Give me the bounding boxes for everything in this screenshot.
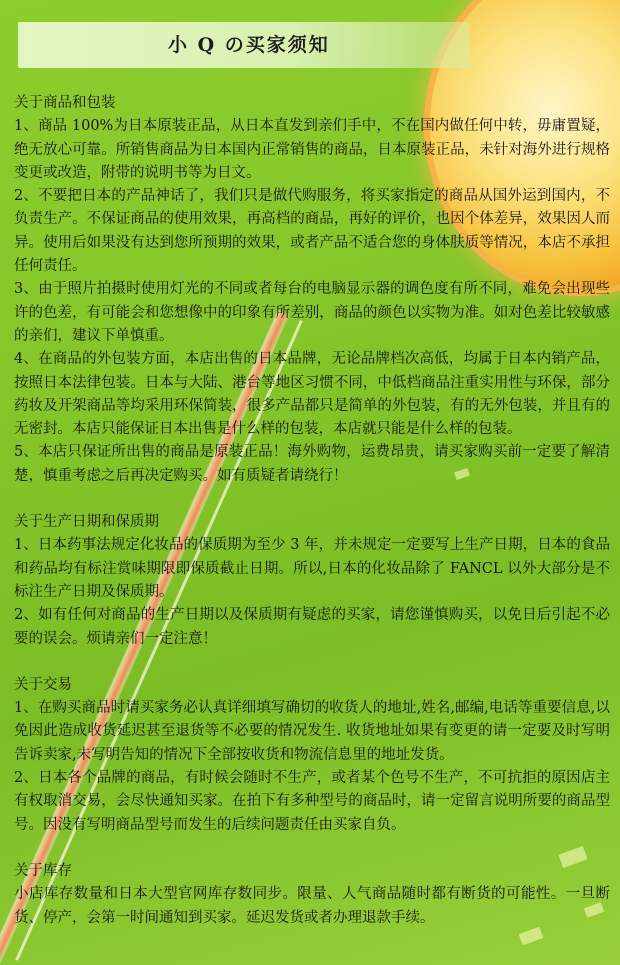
section-heading: 关于交易 — [14, 676, 72, 693]
section-heading: 关于商品和包装 — [14, 95, 116, 111]
section-product-packaging — [14, 92, 610, 488]
paragraph: 4、在商品的外包装方面，本店出售的日本品牌，无论品牌档次高低，均属于日本内销产品，按照日本法律包装。日本与大陆、港台等地区习惯不同，中低档商品注重实用性与环保，部分药妆及开架商品等均采用环保简装，很多产品都只是简单的外包装，有的无外包装，并且有的无密封。本店只能保证日本出售是什么样的包装，本店就只能是什么样的包装。 — [14, 351, 610, 438]
paragraph: 3、由于照片拍摄时使用灯光的不同或者每台的电脑显示器的调色度有所不同，难免会出现些许的色差，有可能会和您想像中的印象有所差别，商品的颜色以实物为准。如对色差比较敏感的亲们，建议下单慎重。 — [14, 281, 610, 344]
paragraph: 1、商品 100%为日本原装正品，从日本直发到亲们手中，不在国内做任何中转，毋庸置疑，绝无放心可靠。所销售商品为日本国内正常销售的商品，日本原装正品，未针对海外进行规格变更或改造，附带的说明书等为日文。 — [14, 118, 610, 181]
page-title: 小 Q の买家须知 — [168, 34, 330, 56]
paragraph: 5、本店只保证所出售的商品是原装正品！海外购物，运费昂贵，请买家购买前一定要了解清楚，慎重考虑之后再决定购买。如有质疑者请绕行！ — [14, 444, 610, 484]
paragraph: 1、日本药事法规定化妆品的保质期为至少 3 年，并未规定一定要写上生产日期，日本的食品和药品均有标注赏味期限即保质截止日期。所以,日本的化妆品除了 FANCL 以外大部分是不标注生产日期及保质期。 — [14, 537, 610, 600]
paragraph: 1、在购买商品时请买家务必认真详细填写确切的收货人的地址,姓名,邮编,电话等重要信息,以免因此造成收货延迟甚至退货等不必要的情况发生. 收货地址如果有变更的请一定要及时写明告诉卖家,未写明告知的情况下全部按收货和物流信息里的地址发货。 — [14, 700, 610, 763]
paragraph: 2、如有任何对商品的生产日期以及保质期有疑虑的买家，请您谨慎购买，以免日后引起不必要的误会。烦请亲们一定注意！ — [14, 607, 610, 647]
section-production-date — [14, 511, 610, 651]
paragraph: 小店库存数量和日本大型官网库存数同步。限量、人气商品随时都有断货的可能性。一旦断货、停产，会第一时间通知到买家。延迟发货或者办理退款手续。 — [14, 886, 610, 926]
section-transaction — [14, 674, 610, 837]
section-inventory — [14, 860, 610, 930]
section-heading: 关于库存 — [14, 862, 72, 879]
notice-content — [14, 92, 610, 930]
section-heading: 关于生产日期和保质期 — [14, 514, 159, 531]
paragraph: 2、不要把日本的产品神话了，我们只是做代购服务，将买家指定的商品从国外运到国内，不负责生产。不保证商品的使用效果，再高档的商品，再好的评价，也因个体差异，效果因人而异。使用后如果没有达到您所预期的效果，或者产品不适合您的身体肤质等情况，本店不承担任何责任。 — [14, 188, 610, 275]
paragraph: 2、日本各个品牌的商品，有时候会随时不生产，或者某个色号不生产，不可抗拒的原因店主有权取消交易，会尽快通知买家。在拍下有多种型号的商品时，请一定留言说明所要的商品型号。因没有写明商品型号而发生的后续问题责任由买家自负。 — [14, 770, 610, 833]
